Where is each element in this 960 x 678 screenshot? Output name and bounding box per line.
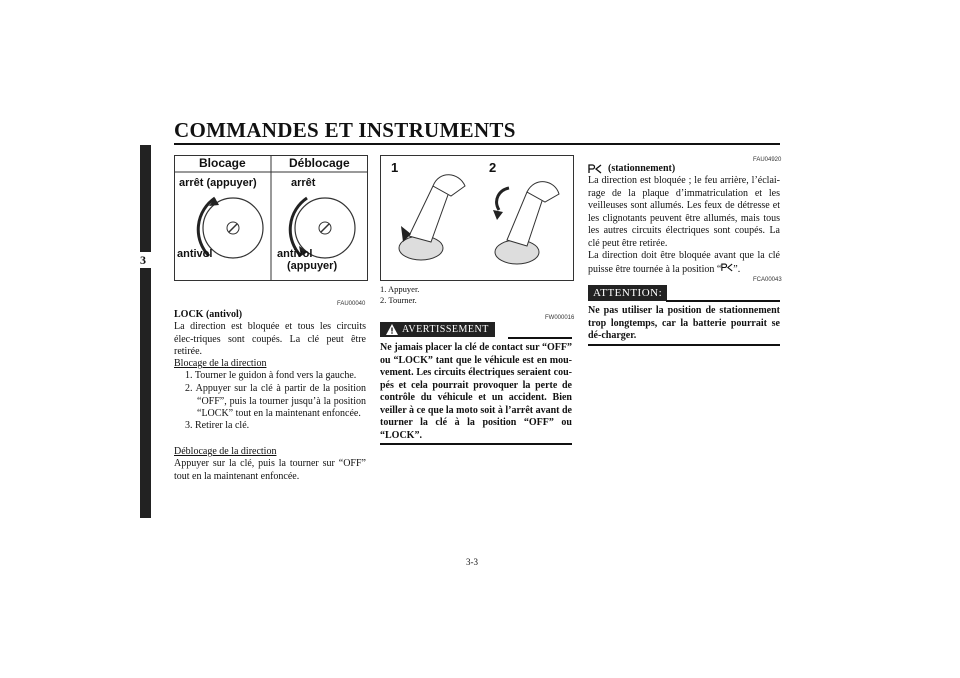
page-number: 3-3 (466, 557, 478, 567)
ref-code-fca00043: FCA00043 (753, 277, 782, 283)
unlock-text: Appuyer sur la clé, puis la tourner sur “OFF” tout en la maintenant enfoncée. (174, 458, 366, 482)
warning-rule-top (508, 337, 572, 339)
warning-label: AVERTISSEMENT (402, 324, 489, 335)
warning-triangle-icon (386, 324, 398, 335)
attention-rule-top (666, 300, 780, 302)
lock-intro: La direction est bloquée et tous les circuits élec-triques sont coupés. La clé peut être retirée. (174, 321, 366, 357)
parking-heading (588, 163, 675, 174)
figure-ignition-lock (174, 155, 368, 281)
step-1: 1. Tourner le guidon à fond vers la gauche. (185, 370, 357, 381)
label-arret-appuyer: arrêt (appuyer) (179, 177, 257, 189)
parking-symbol-inline-icon (721, 263, 733, 272)
label-arret-right: arrêt (291, 177, 316, 189)
chapter-bar-top (140, 145, 151, 252)
label-deblocage: Déblocage (289, 156, 350, 170)
warning-badge (380, 322, 495, 337)
label-antivol-left: antivol (177, 248, 213, 260)
parking-text-2 (588, 250, 780, 276)
parking-text-2b: ”. (733, 263, 741, 275)
warning-text: Ne jamais placer la clé de contact sur “OFF” ou “LOCK” tant que le véhicule est en mou-vement. Les circuits électriques seraient cou-pés et cela pourrait provoquer la perte de contrôle du véhicule et un accident. Bien veiller à ce que la moto soit à l’arrêt avant de tourner la clé à la position “OFF” ou “LOCK”. (380, 342, 572, 441)
step-number-2: 2 (489, 160, 497, 175)
parking-symbol-icon (588, 164, 602, 174)
attention-rule-bottom (588, 344, 780, 346)
label-appuyer-right: (appuyer) (287, 260, 338, 272)
ref-code-fw000016: FW000016 (545, 315, 575, 321)
warning-header (380, 322, 495, 337)
attention-badge: ATTENTION: (588, 285, 667, 301)
label-antivol-right: antivol (277, 248, 313, 260)
ref-code-fau00040: FAU00040 (337, 301, 366, 307)
chapter-tab: 3 (140, 252, 151, 268)
attention-text: Ne pas utiliser la position de stationnement trop longtemps, car la batterie pourrait se dé-charger. (588, 305, 780, 341)
section-heading-lock: LOCK (antivol) (174, 309, 243, 320)
caption-2: 2. Tourner. (380, 295, 417, 305)
step-3: 3. Retirer la clé. (185, 420, 250, 431)
page-title: COMMANDES ET INSTRUMENTS (174, 118, 516, 142)
ref-code-fau04920: FAU04920 (753, 157, 782, 163)
step-number-1: 1 (391, 160, 399, 175)
parking-text-2a: La direction doit être bloquée avant que la clé puisse être tournée à la position “ (588, 250, 780, 275)
title-rule (174, 143, 780, 145)
step-2: 2. Appuyer sur la clé à partir de la position “OFF”, puis la tourner jusqu’à la position “LOCK” tout en la maintenant enfoncée. (185, 383, 366, 419)
section-heading-parking: (stationnement) (608, 163, 676, 174)
subheading-blocage: Blocage de la direction (174, 358, 267, 369)
subheading-deblocage: Déblocage de la direction (174, 446, 277, 457)
chapter-bar-bottom (140, 268, 151, 518)
parking-text: La direction est bloquée ; le feu arrière, l’éclai-rage de la plaque d’immatriculation et les veilleuses sont allumés. Les feux de détresse et les clignotants peuvent être allumés, mais tous les autres circuits électriques sont coupés. La clé peut être retirée. (588, 175, 780, 249)
ignition-diagram (175, 156, 367, 280)
figure-key-steps (380, 155, 574, 281)
warning-rule-bottom (380, 443, 572, 445)
caption-1: 1. Appuyer. (380, 284, 420, 294)
key-hand-illustration (381, 156, 573, 280)
label-blocage: Blocage (199, 156, 246, 170)
